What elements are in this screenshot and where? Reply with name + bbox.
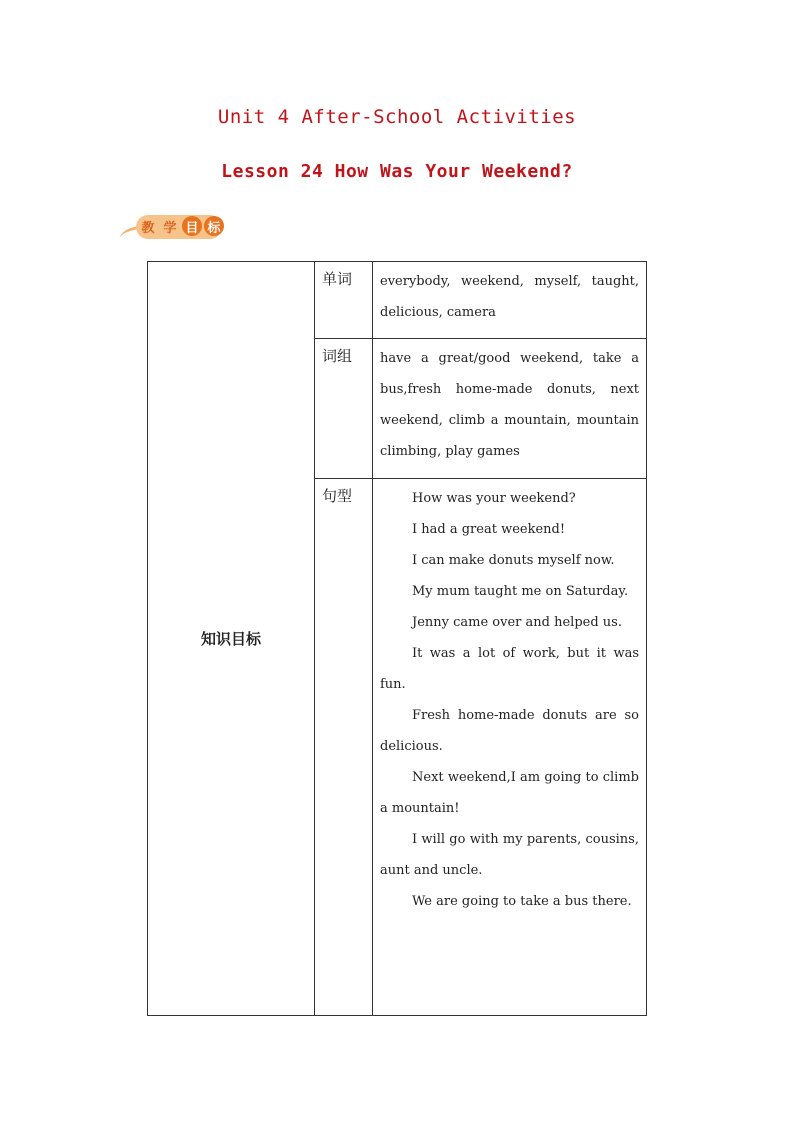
objectives-table xyxy=(147,261,647,1016)
sentence: How was your weekend? xyxy=(412,491,576,506)
category-words: 单词 xyxy=(315,262,373,339)
badge-char: 教 xyxy=(141,220,155,236)
words-content xyxy=(373,262,647,339)
teaching-objectives-badge xyxy=(120,212,230,242)
sentence: Jenny came over and helped us. xyxy=(412,615,622,630)
sentence: Next weekend,I am going to climb a mountain! xyxy=(380,770,639,816)
sentence: It was a lot of work, but it was fun. xyxy=(380,646,639,692)
phrases-text: have a great/good weekend, take a bus,fresh home-made donuts, next weekend, climb a mountain, mountain climbing, play games xyxy=(380,351,639,459)
category-sentences: 句型 xyxy=(315,479,373,1016)
words-text: everybody, weekend, myself, taught, delicious, camera xyxy=(380,274,639,320)
lesson-title: Lesson 24 How Was Your Weekend? xyxy=(221,161,573,182)
sentence: Fresh home-made donuts are so delicious. xyxy=(380,708,639,754)
sentence: I can make donuts myself now. xyxy=(412,553,615,568)
sentence: We are going to take a bus there. xyxy=(412,894,632,909)
sentence: I will go with my parents, cousins, aunt and uncle. xyxy=(380,832,639,878)
badge-char: 标 xyxy=(204,216,224,236)
phrases-content xyxy=(373,339,647,479)
sentences-content xyxy=(373,479,647,1016)
table-row xyxy=(148,262,647,339)
badge-char: 学 xyxy=(163,220,177,236)
badge-char: 目 xyxy=(182,216,202,236)
category-phrases: 词组 xyxy=(315,339,373,479)
unit-title: Unit 4 After-School Activities xyxy=(217,106,577,128)
sentence: My mum taught me on Saturday. xyxy=(412,584,629,599)
knowledge-objectives-label: 知识目标 xyxy=(148,262,315,1016)
sentence: I had a great weekend! xyxy=(412,522,566,537)
